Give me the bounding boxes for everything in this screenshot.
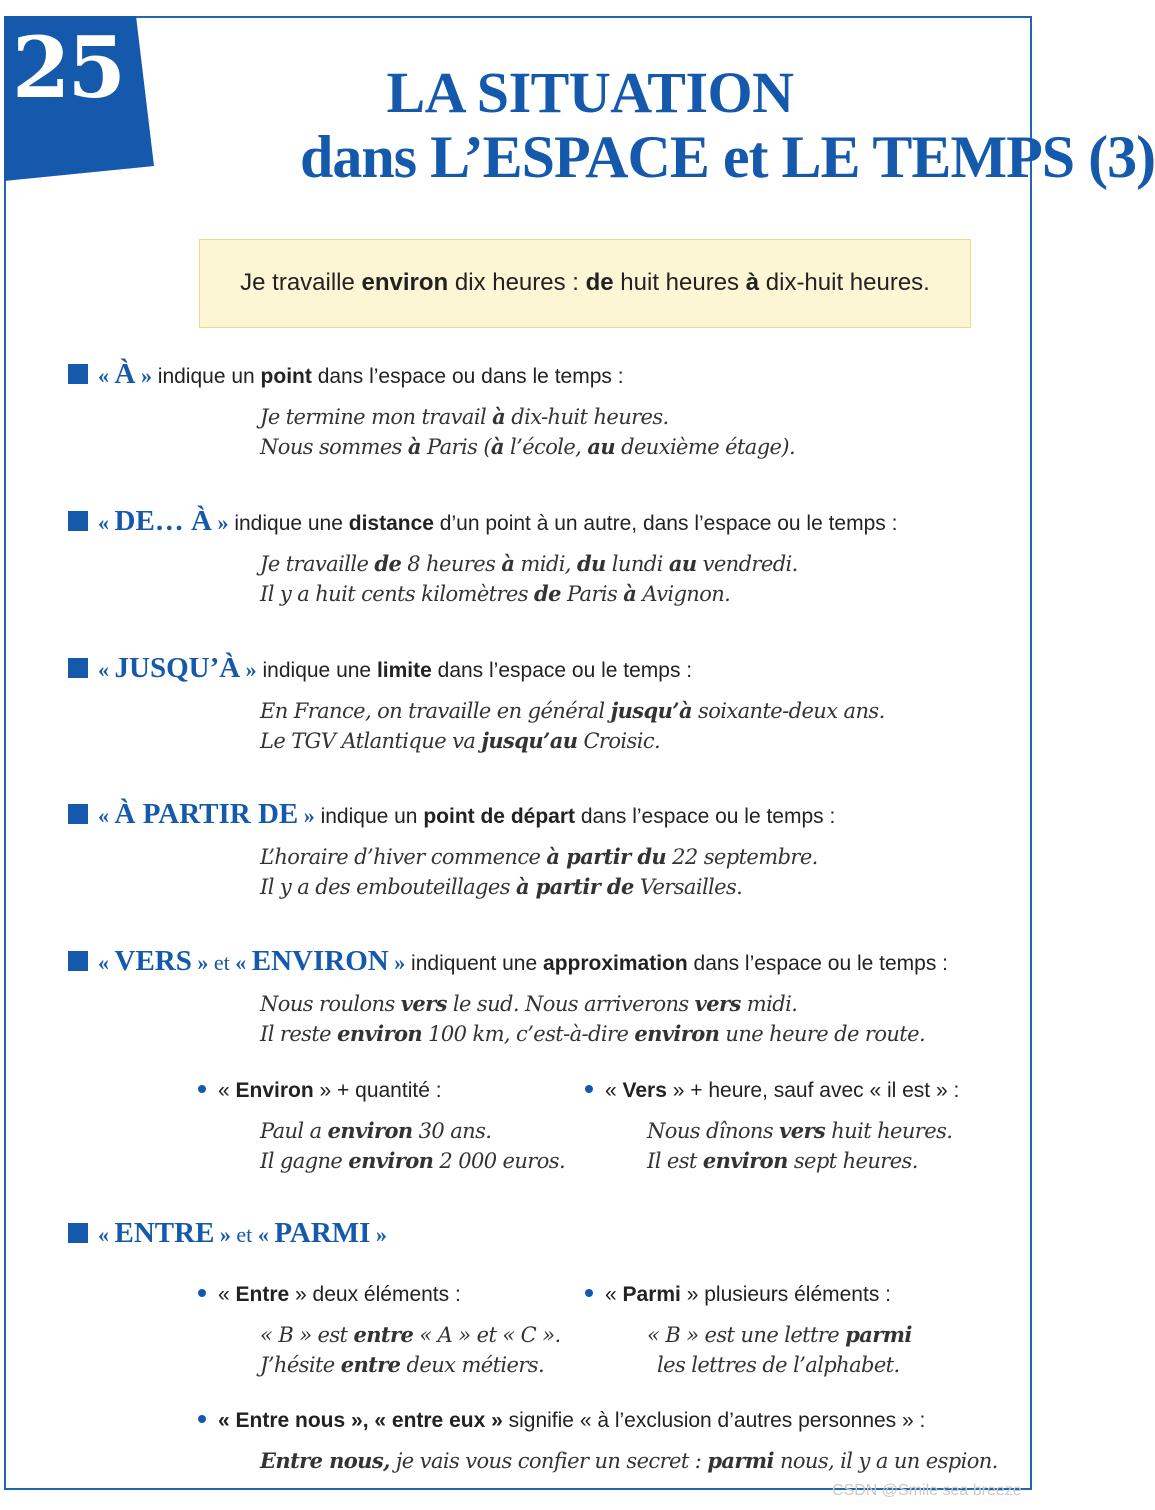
intro-bold: environ: [361, 269, 449, 296]
section-desc-bold: approximation: [543, 952, 688, 975]
section-keyword: JUSQU’À: [114, 652, 241, 684]
quote-close: »: [214, 1222, 231, 1247]
section-desc: dans l’espace ou le temps :: [431, 659, 693, 682]
section-keyword: ENVIRON: [251, 945, 389, 977]
lesson-number: 25: [12, 18, 123, 117]
quote-open: «: [98, 950, 115, 975]
example-line: Je termine mon travail à dix-huit heures.: [260, 404, 669, 429]
quote-close: »: [370, 1222, 387, 1247]
bullet-vers-heure: « Vers » + heure, sauf avec « il est » :: [585, 1079, 959, 1103]
example-line: L’horaire d’hiver commence à partir du 22 septembre.: [260, 844, 818, 869]
section-desc-bold: distance: [348, 512, 434, 535]
quote-open: «: [98, 657, 115, 682]
section-keyword: DE… À: [114, 505, 212, 537]
example-block: [260, 1320, 561, 1380]
quote-close: »: [135, 363, 152, 388]
square-bullet-icon: [68, 804, 88, 824]
example-line: Nous sommes à Paris (à l’école, au deuxième étage).: [260, 434, 796, 459]
example-line: Il y a des embouteillages à partir de Versailles.: [260, 874, 743, 899]
square-bullet-icon: [68, 511, 88, 531]
section-desc-bold: point: [260, 365, 312, 388]
example-line: En France, on travaille en général jusqu’à soixante-deux ans.: [260, 698, 885, 723]
intro-text: dix heures :: [448, 269, 586, 296]
quote-open: «: [98, 803, 115, 828]
example-line: Nous roulons vers le sud. Nous arriverons vers midi.: [260, 991, 798, 1016]
quote-open: «: [98, 1222, 115, 1247]
section-keyword: À: [114, 358, 136, 390]
dot-bullet-icon: [585, 1289, 593, 1297]
section-keyword: À PARTIR DE: [114, 798, 299, 830]
example-line: « B » est entre « A » et « C ».: [260, 1322, 561, 1347]
example-line: Il gagne environ 2 000 euros.: [260, 1148, 566, 1173]
section-desc: indiquent une: [405, 952, 544, 975]
intro-text: huit heures: [613, 269, 746, 296]
example-line: Le TGV Atlantique va jusqu’au Croisic.: [260, 728, 661, 753]
example-block: [260, 1446, 998, 1476]
intro-text: Je travaille: [240, 269, 362, 296]
square-bullet-icon: [68, 951, 88, 971]
section-heading-a-partir-de: [68, 798, 835, 831]
quote-open: «: [98, 363, 115, 388]
example-block: [260, 402, 795, 462]
quote-close: »: [191, 950, 209, 975]
example-block: [647, 1320, 912, 1380]
example-line: Entre nous, je vais vous confier un secret : parmi nous, il y a un espion.: [260, 1448, 998, 1473]
quote-close: »: [298, 803, 315, 828]
square-bullet-icon: [68, 1223, 88, 1243]
dot-bullet-icon: [198, 1289, 206, 1297]
example-block: [647, 1116, 952, 1176]
bullet-entre-deux: « Entre » deux éléments :: [198, 1283, 461, 1307]
example-line: Il reste environ 100 km, c’est-à-dire environ une heure de route.: [260, 1021, 926, 1046]
section-keyword: ENTRE: [114, 1217, 215, 1249]
section-desc: indique un: [151, 365, 261, 388]
quote-open: «: [257, 1222, 275, 1247]
square-bullet-icon: [68, 658, 88, 678]
example-line: Je travaille de 8 heures à midi, du lundi au vendredi.: [260, 551, 798, 576]
section-desc: d’un point à un autre, dans l’espace ou le temps :: [433, 512, 898, 535]
example-line: « B » est une lettre parmi: [647, 1322, 912, 1347]
title-line-2: dans L’ESPACE et LE TEMPS (3): [300, 123, 1155, 190]
example-line: les lettres de l’alphabet.: [657, 1353, 900, 1377]
section-heading-de-a: [68, 505, 897, 538]
example-block: [260, 1116, 565, 1176]
quote-open: «: [235, 950, 252, 975]
title-line-1: LA SITUATION: [386, 60, 794, 125]
section-desc: dans l’espace ou le temps :: [575, 805, 836, 828]
section-heading-vers-environ: [68, 945, 948, 978]
quote-close: »: [211, 510, 229, 535]
intro-bold: à: [745, 269, 760, 296]
section-keyword: PARMI: [274, 1217, 371, 1249]
example-block: [260, 989, 925, 1049]
square-bullet-icon: [68, 364, 88, 384]
example-block: [260, 549, 798, 609]
section-desc: indique une: [256, 659, 377, 682]
section-heading-entre-parmi: [68, 1217, 387, 1250]
section-heading-a: [68, 358, 624, 391]
page-title: [150, 60, 1155, 190]
intro-example-box: [199, 239, 971, 328]
and-word: et: [230, 1222, 258, 1247]
intro-text: dix-huit heures.: [759, 269, 930, 296]
section-desc: dans l’espace ou le temps :: [687, 952, 949, 975]
bullet-entre-nous: « Entre nous », « entre eux » signifie « à l’exclusion d’autres personnes » :: [198, 1409, 925, 1433]
intro-bold: de: [585, 269, 614, 296]
example-line: Il est environ sept heures.: [647, 1148, 918, 1173]
dot-bullet-icon: [198, 1085, 206, 1093]
bullet-parmi-plusieurs: « Parmi » plusieurs éléments :: [585, 1283, 891, 1307]
example-line: Nous dînons vers huit heures.: [647, 1118, 953, 1143]
example-line: Il y a huit cents kilomètres de Paris à Avignon.: [260, 581, 731, 606]
dot-bullet-icon: [198, 1415, 206, 1423]
section-desc-bold: point de départ: [423, 805, 575, 828]
section-heading-jusqua: [68, 652, 692, 685]
example-line: Paul a environ 30 ans.: [260, 1118, 492, 1143]
section-desc: dans l’espace ou dans le temps :: [311, 365, 624, 388]
watermark: CSDN @Smile sea breeze: [832, 1482, 1022, 1499]
quote-close: »: [240, 657, 257, 682]
example-block: [260, 842, 818, 902]
section-keyword: VERS: [114, 945, 192, 977]
bullet-environ-quantite: « Environ » + quantité :: [198, 1079, 442, 1103]
example-block: [260, 696, 885, 756]
section-desc: indique un: [314, 805, 424, 828]
section-desc: indique une: [228, 512, 349, 535]
and-word: et: [208, 950, 236, 975]
section-desc-bold: limite: [376, 659, 432, 682]
quote-close: »: [388, 950, 406, 975]
example-line: J’hésite entre deux métiers.: [260, 1352, 545, 1377]
quote-open: «: [98, 510, 115, 535]
dot-bullet-icon: [585, 1085, 593, 1093]
